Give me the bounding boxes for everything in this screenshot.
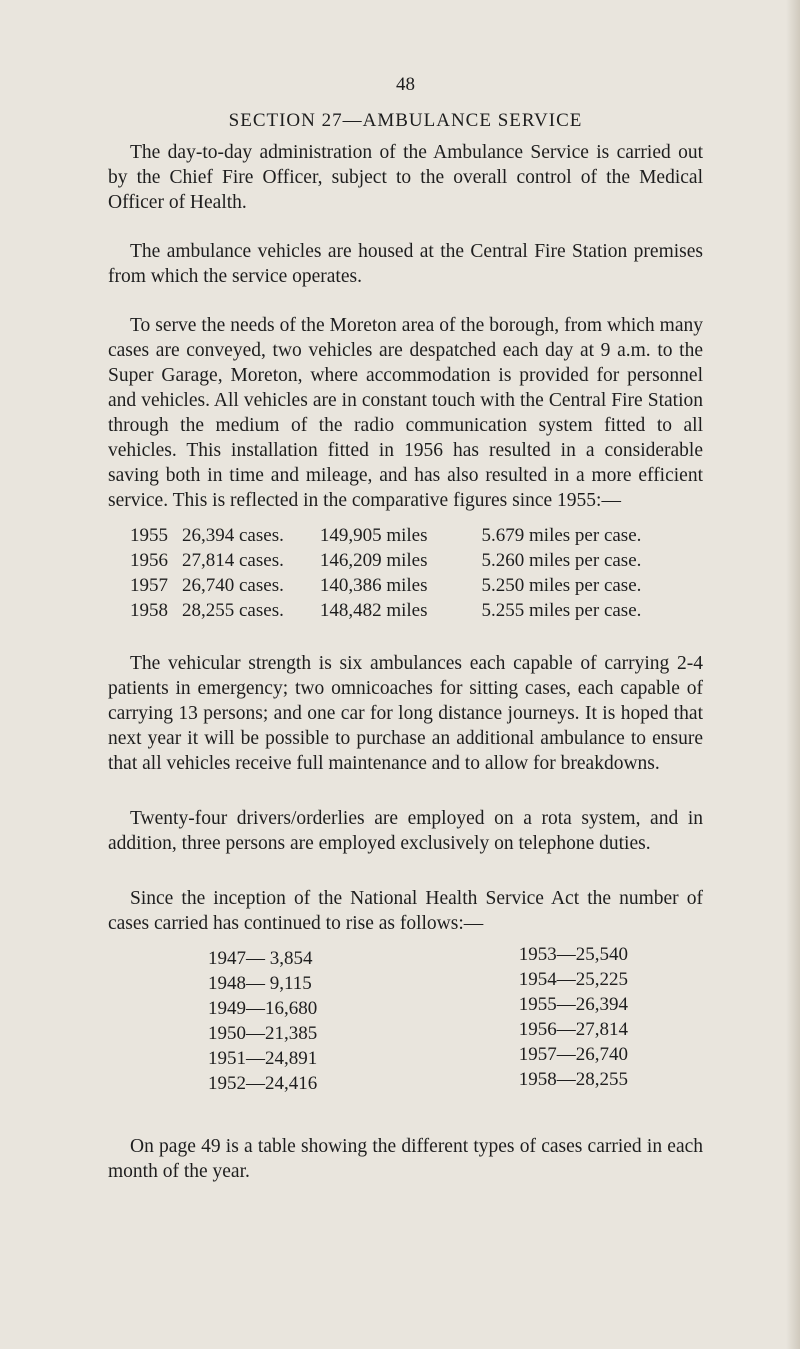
cell-miles: 146,209 miles bbox=[319, 550, 428, 571]
paragraph: Since the inception of the National Health Service Act the number of cases carried has continued to rise as follows:— bbox=[108, 888, 703, 934]
cell-miles: 140,386 miles bbox=[319, 575, 428, 596]
yearly-cases-entry: 1947— 3,854 bbox=[208, 948, 313, 969]
table-row bbox=[130, 573, 655, 598]
table-row bbox=[130, 523, 655, 548]
yearly-cases-entry: 1948— 9,115 bbox=[208, 973, 312, 994]
paragraph: The day-to-day administration of the Ambulance Service is carried out by the Chief Fire Officer, subject to the overall control of the Medical Officer of Health. bbox=[108, 142, 703, 213]
yearly-cases-left-column bbox=[208, 946, 317, 1096]
yearly-cases-entry: 1956—27,814 bbox=[518, 1019, 628, 1040]
yearly-cases-entry: 1957—26,740 bbox=[518, 1044, 628, 1065]
cell-year: 1957 bbox=[130, 575, 168, 596]
cell-per-case: 5.260 miles per case. bbox=[481, 550, 642, 571]
paragraph: To serve the needs of the Moreton area of the borough, from which many cases are conveyed, two vehicles are despatched each day at 9 a.m. to the Super Garage, Moreton, where accommodation is provided for personnel and vehicles. All vehicles are in constant touch with the Central Fire Station through the medium of the radio communication system fitted to all vehicles. This installation fitted in 1956 has resulted in a considerable saving both in time and mileage, and has also resulted in a more efficient service. This is reflected in the comparative figures since 1955:— bbox=[108, 315, 703, 511]
section-heading: SECTION 27—AMBULANCE SERVICE bbox=[228, 110, 583, 131]
page-edge bbox=[786, 0, 800, 1349]
cell-year: 1955 bbox=[130, 525, 168, 546]
cell-per-case: 5.250 miles per case. bbox=[481, 575, 642, 596]
yearly-cases-entry: 1952—24,416 bbox=[208, 1073, 318, 1094]
yearly-cases-list bbox=[208, 946, 628, 1096]
table-row bbox=[130, 598, 655, 623]
paragraph: Twenty-four drivers/orderlies are employed on a rota system, and in addition, three persons are employed exclusively on telephone duties. bbox=[108, 808, 703, 854]
cell-miles: 149,905 miles bbox=[319, 525, 428, 546]
yearly-cases-entry: 1951—24,891 bbox=[208, 1048, 318, 1069]
cell-year: 1958 bbox=[130, 600, 168, 621]
paragraph: On page 49 is a table showing the different types of cases carried in each month of the year. bbox=[108, 1136, 703, 1182]
cell-cases: 28,255 cases. bbox=[182, 600, 284, 621]
yearly-cases-entry: 1949—16,680 bbox=[208, 998, 318, 1019]
yearly-cases-entry: 1953—25,540 bbox=[518, 944, 628, 965]
yearly-cases-entry: 1955—26,394 bbox=[518, 994, 628, 1015]
yearly-cases-entry: 1954—25,225 bbox=[518, 969, 628, 990]
paragraph: The ambulance vehicles are housed at the Central Fire Station premises from which the service operates. bbox=[108, 241, 703, 287]
table-row bbox=[130, 548, 655, 573]
cell-per-case: 5.255 miles per case. bbox=[481, 600, 642, 621]
yearly-cases-entry: 1958—28,255 bbox=[518, 1069, 628, 1090]
cell-miles: 148,482 miles bbox=[319, 600, 428, 621]
cell-cases: 27,814 cases. bbox=[182, 550, 284, 571]
cell-per-case: 5.679 miles per case. bbox=[481, 525, 642, 546]
page-number: 48 bbox=[396, 74, 415, 95]
paragraph: The vehicular strength is six ambulances each capable of carrying 2-4 patients in emergency; two omnicoaches for sitting cases, each capable of carrying 13 persons; and one car for long distance journeys. It is hoped that next year it will be possible to purchase an additional ambulance to ensure that all vehicles receive full maintenance and to allow for breakdowns. bbox=[108, 653, 703, 774]
cell-year: 1956 bbox=[130, 550, 168, 571]
yearly-cases-right-column bbox=[519, 942, 628, 1096]
document-page bbox=[108, 74, 703, 1208]
comparative-figures-table bbox=[130, 523, 655, 623]
cell-cases: 26,740 cases. bbox=[182, 575, 284, 596]
yearly-cases-entry: 1950—21,385 bbox=[208, 1023, 318, 1044]
cell-cases: 26,394 cases. bbox=[182, 525, 284, 546]
